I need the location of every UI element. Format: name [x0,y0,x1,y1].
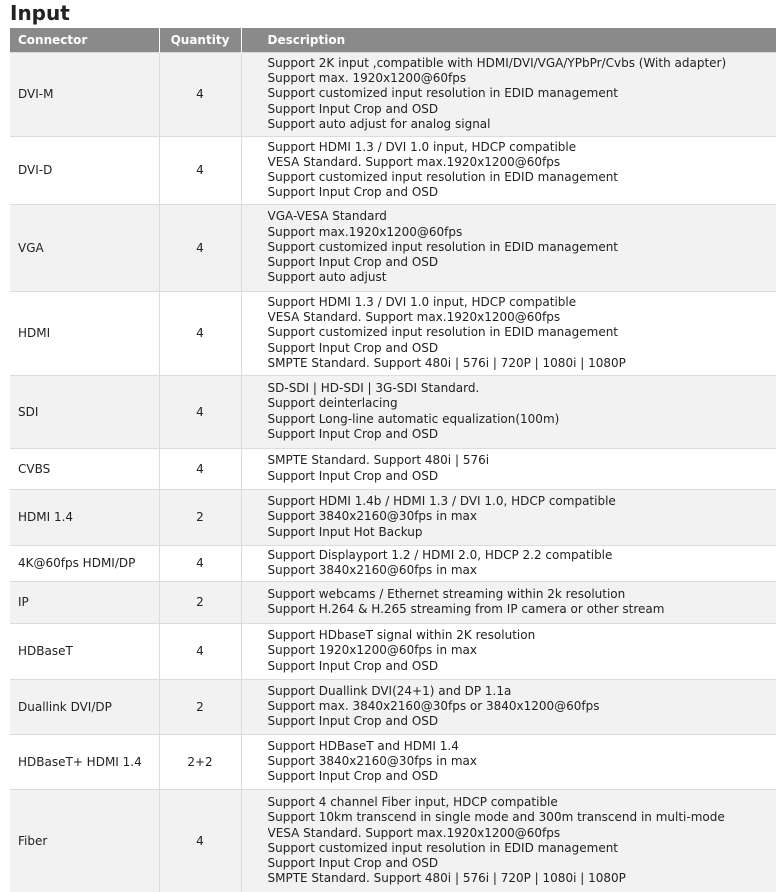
description-cell [241,581,776,623]
description-line: SMPTE Standard. Support 480i | 576i | 720P | 1080i | 1080P [267,871,626,886]
quantity-cell: 2+2 [159,734,241,789]
connector-cell: CVBS [10,448,159,489]
description-cell [241,291,776,375]
quantity-cell: 4 [159,52,241,136]
description-cell [241,136,776,204]
description-line: Support Input Crop and OSD [267,185,439,200]
table-header-row [10,28,776,52]
description-line: Support Long-line automatic equalization(100m) [267,411,560,426]
description-line: Support 3840x2160@60fps in max [267,563,478,577]
description-line: Support customized input resolution in EDID management [267,170,619,184]
description-line: Support Input Crop and OSD [267,468,439,483]
connector-cell: SDI [10,375,159,448]
connector-cell: VGA [10,204,159,291]
quantity-cell: 4 [159,291,241,375]
description-line: Support Input Crop and OSD [267,855,439,870]
description-line: Support max. 1920x1200@60fps [267,71,467,86]
table-row [10,679,776,734]
description-line: Support Input Crop and OSD [267,255,439,270]
description-line: Support Input Crop and OSD [267,658,439,673]
column-header-quantity: Quantity [159,28,241,52]
description-line: Support max. 3840x2160@30fps or 3840x1200@60fps [267,698,600,713]
description-line: Support customized input resolution in EDID management [267,840,619,855]
description-line: Support Input Crop and OSD [267,714,439,729]
description-line: Support Input Crop and OSD [267,769,439,784]
quantity-cell: 2 [159,679,241,734]
connector-cell: HDMI [10,291,159,375]
connector-cell: HDBaseT [10,623,159,679]
description-line: VESA Standard. Support max.1920x1200@60fps [267,154,561,169]
quantity-cell: 4 [159,448,241,489]
description-line: Support Displayport 1.2 / HDMI 2.0, HDCP 2.2 compatible [267,547,613,562]
connector-cell: Fiber [10,789,159,892]
page-title: Input [10,1,70,25]
description-cell [241,734,776,789]
description-line: VESA Standard. Support max.1920x1200@60fps [267,310,561,325]
connector-cell: DVI-M [10,52,159,136]
description-line: Support Input Crop and OSD [267,340,439,355]
description-line: Support HDMI 1.4b / HDMI 1.3 / DVI 1.0, HDCP compatible [267,494,616,509]
description-line: Support 4 channel Fiber input, HDCP compatible [267,795,558,810]
description-cell [241,789,776,892]
column-header-description: Description [241,28,776,52]
description-line: Support HDbaseT signal within 2K resolution [267,628,536,643]
description-line: Support customized input resolution in EDID management [267,86,619,101]
description-line: Support H.264 & H.265 streaming from IP camera or other stream [267,602,665,616]
description-line: VGA-VESA Standard [267,209,387,224]
description-cell [241,489,776,545]
quantity-cell: 4 [159,204,241,291]
quantity-cell: 4 [159,545,241,581]
description-line: SD-SDI | HD-SDI | 3G-SDI Standard. [267,381,480,396]
description-cell [241,623,776,679]
table-row [10,734,776,789]
description-line: Support HDMI 1.3 / DVI 1.0 input, HDCP compatible [267,139,577,154]
table-row [10,204,776,291]
description-line: Support webcams / Ethernet streaming within 2k resolution [267,586,626,601]
quantity-cell: 2 [159,489,241,545]
quantity-cell: 4 [159,375,241,448]
description-line: Support Input Hot Backup [267,524,423,539]
table-row [10,545,776,581]
description-cell [241,52,776,136]
description-line: Support auto adjust for analog signal [267,116,491,131]
quantity-cell: 4 [159,136,241,204]
description-line: Support customized input resolution in EDID management [267,325,619,340]
description-line: Support auto adjust [267,270,387,285]
table-row [10,136,776,204]
connector-cell: HDBaseT+ HDMI 1.4 [10,734,159,789]
quantity-cell: 2 [159,581,241,623]
connector-cell: 4K@60fps HDMI/DP [10,545,159,581]
quantity-cell: 4 [159,789,241,892]
description-line: Support 2K input ,compatible with HDMI/DVI/VGA/YPbPr/Cvbs (With adapter) [267,55,727,70]
connector-cell: HDMI 1.4 [10,489,159,545]
description-line: Support HDBaseT and HDMI 1.4 [267,738,459,753]
description-line: Support HDMI 1.3 / DVI 1.0 input, HDCP compatible [267,294,577,309]
input-spec-table [10,28,776,892]
table-row [10,623,776,679]
connector-cell: Duallink DVI/DP [10,679,159,734]
description-line: Support customized input resolution in EDID management [267,239,619,254]
description-line: Support Input Crop and OSD [267,426,439,441]
description-line: VESA Standard. Support max.1920x1200@60fps [267,825,561,840]
description-line: SMPTE Standard. Support 480i | 576i | 720P | 1080i | 1080P [267,355,626,370]
connector-cell: DVI-D [10,136,159,204]
table-body [10,52,776,892]
quantity-cell: 4 [159,623,241,679]
description-line: Support 10km transcend in single mode and 300m transcend in multi-mode [267,810,725,825]
description-line: Support Duallink DVI(24+1) and DP 1.1a [267,683,512,698]
description-line: Support 3840x2160@30fps in max [267,509,478,524]
table-row [10,581,776,623]
description-cell [241,204,776,291]
description-line: Support Input Crop and OSD [267,101,439,116]
table-row [10,375,776,448]
table-row [10,448,776,489]
table-row [10,291,776,375]
description-line: Support max.1920x1200@60fps [267,224,463,239]
description-line: SMPTE Standard. Support 480i | 576i [267,453,490,468]
description-cell [241,679,776,734]
description-cell [241,545,776,581]
description-line: Support 3840x2160@30fps in max [267,753,478,768]
description-line: Support 1920x1200@60fps in max [267,643,478,658]
table-row [10,789,776,892]
table-row [10,489,776,545]
description-cell [241,448,776,489]
column-header-connector: Connector [10,28,159,52]
description-line: Support deinterlacing [267,396,398,411]
description-cell [241,375,776,448]
table-row [10,52,776,136]
connector-cell: IP [10,581,159,623]
